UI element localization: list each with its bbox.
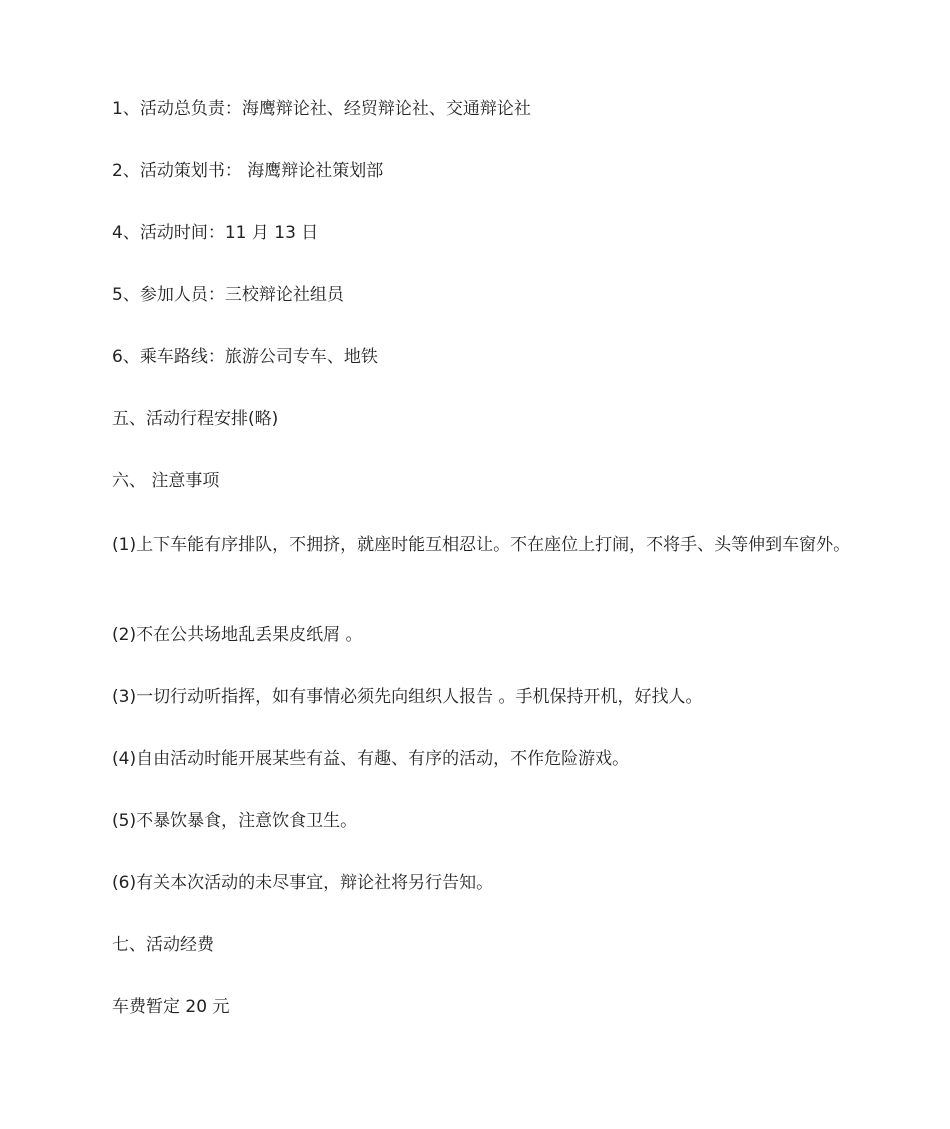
note-item-3: (3)一切行动听指挥，如有事情必须先向组织人报告 。手机保持开机，好找人。 [112, 687, 703, 707]
section-heading-budget: 七、活动经费 [112, 935, 214, 955]
section-heading-schedule: 五、活动行程安排(略) [112, 409, 279, 429]
paragraph-fare: 车费暂定 20 元 [112, 997, 230, 1017]
paragraph-time: 4、活动时间：11 月 13 日 [112, 223, 319, 243]
paragraph-planner: 2、活动策划书： 海鹰辩论社策划部 [112, 161, 384, 181]
note-item-2: (2)不在公共场地乱丢果皮纸屑 。 [112, 625, 363, 645]
note-item-5: (5)不暴饮暴食，注意饮食卫生。 [112, 811, 358, 831]
section-heading-notes: 六、 注意事项 [112, 471, 220, 491]
note-item-1: (1)上下车能有序排队，不拥挤，就座时能互相忍让。不在座位上打闹，不将手、头等伸到车窗外。 [112, 535, 851, 555]
note-item-4: (4)自由活动时能开展某些有益、有趣、有序的活动，不作危险游戏。 [112, 749, 630, 769]
note-item-6: (6)有关本次活动的未尽事宜，辩论社将另行告知。 [112, 873, 494, 893]
paragraph-person-in-charge: 1、活动总负责：海鹰辩论社、经贸辩论社、交通辩论社 [112, 99, 531, 119]
paragraph-participants: 5、参加人员：三校辩论社组员 [112, 285, 344, 305]
paragraph-route: 6、乘车路线：旅游公司专车、地铁 [112, 347, 378, 367]
